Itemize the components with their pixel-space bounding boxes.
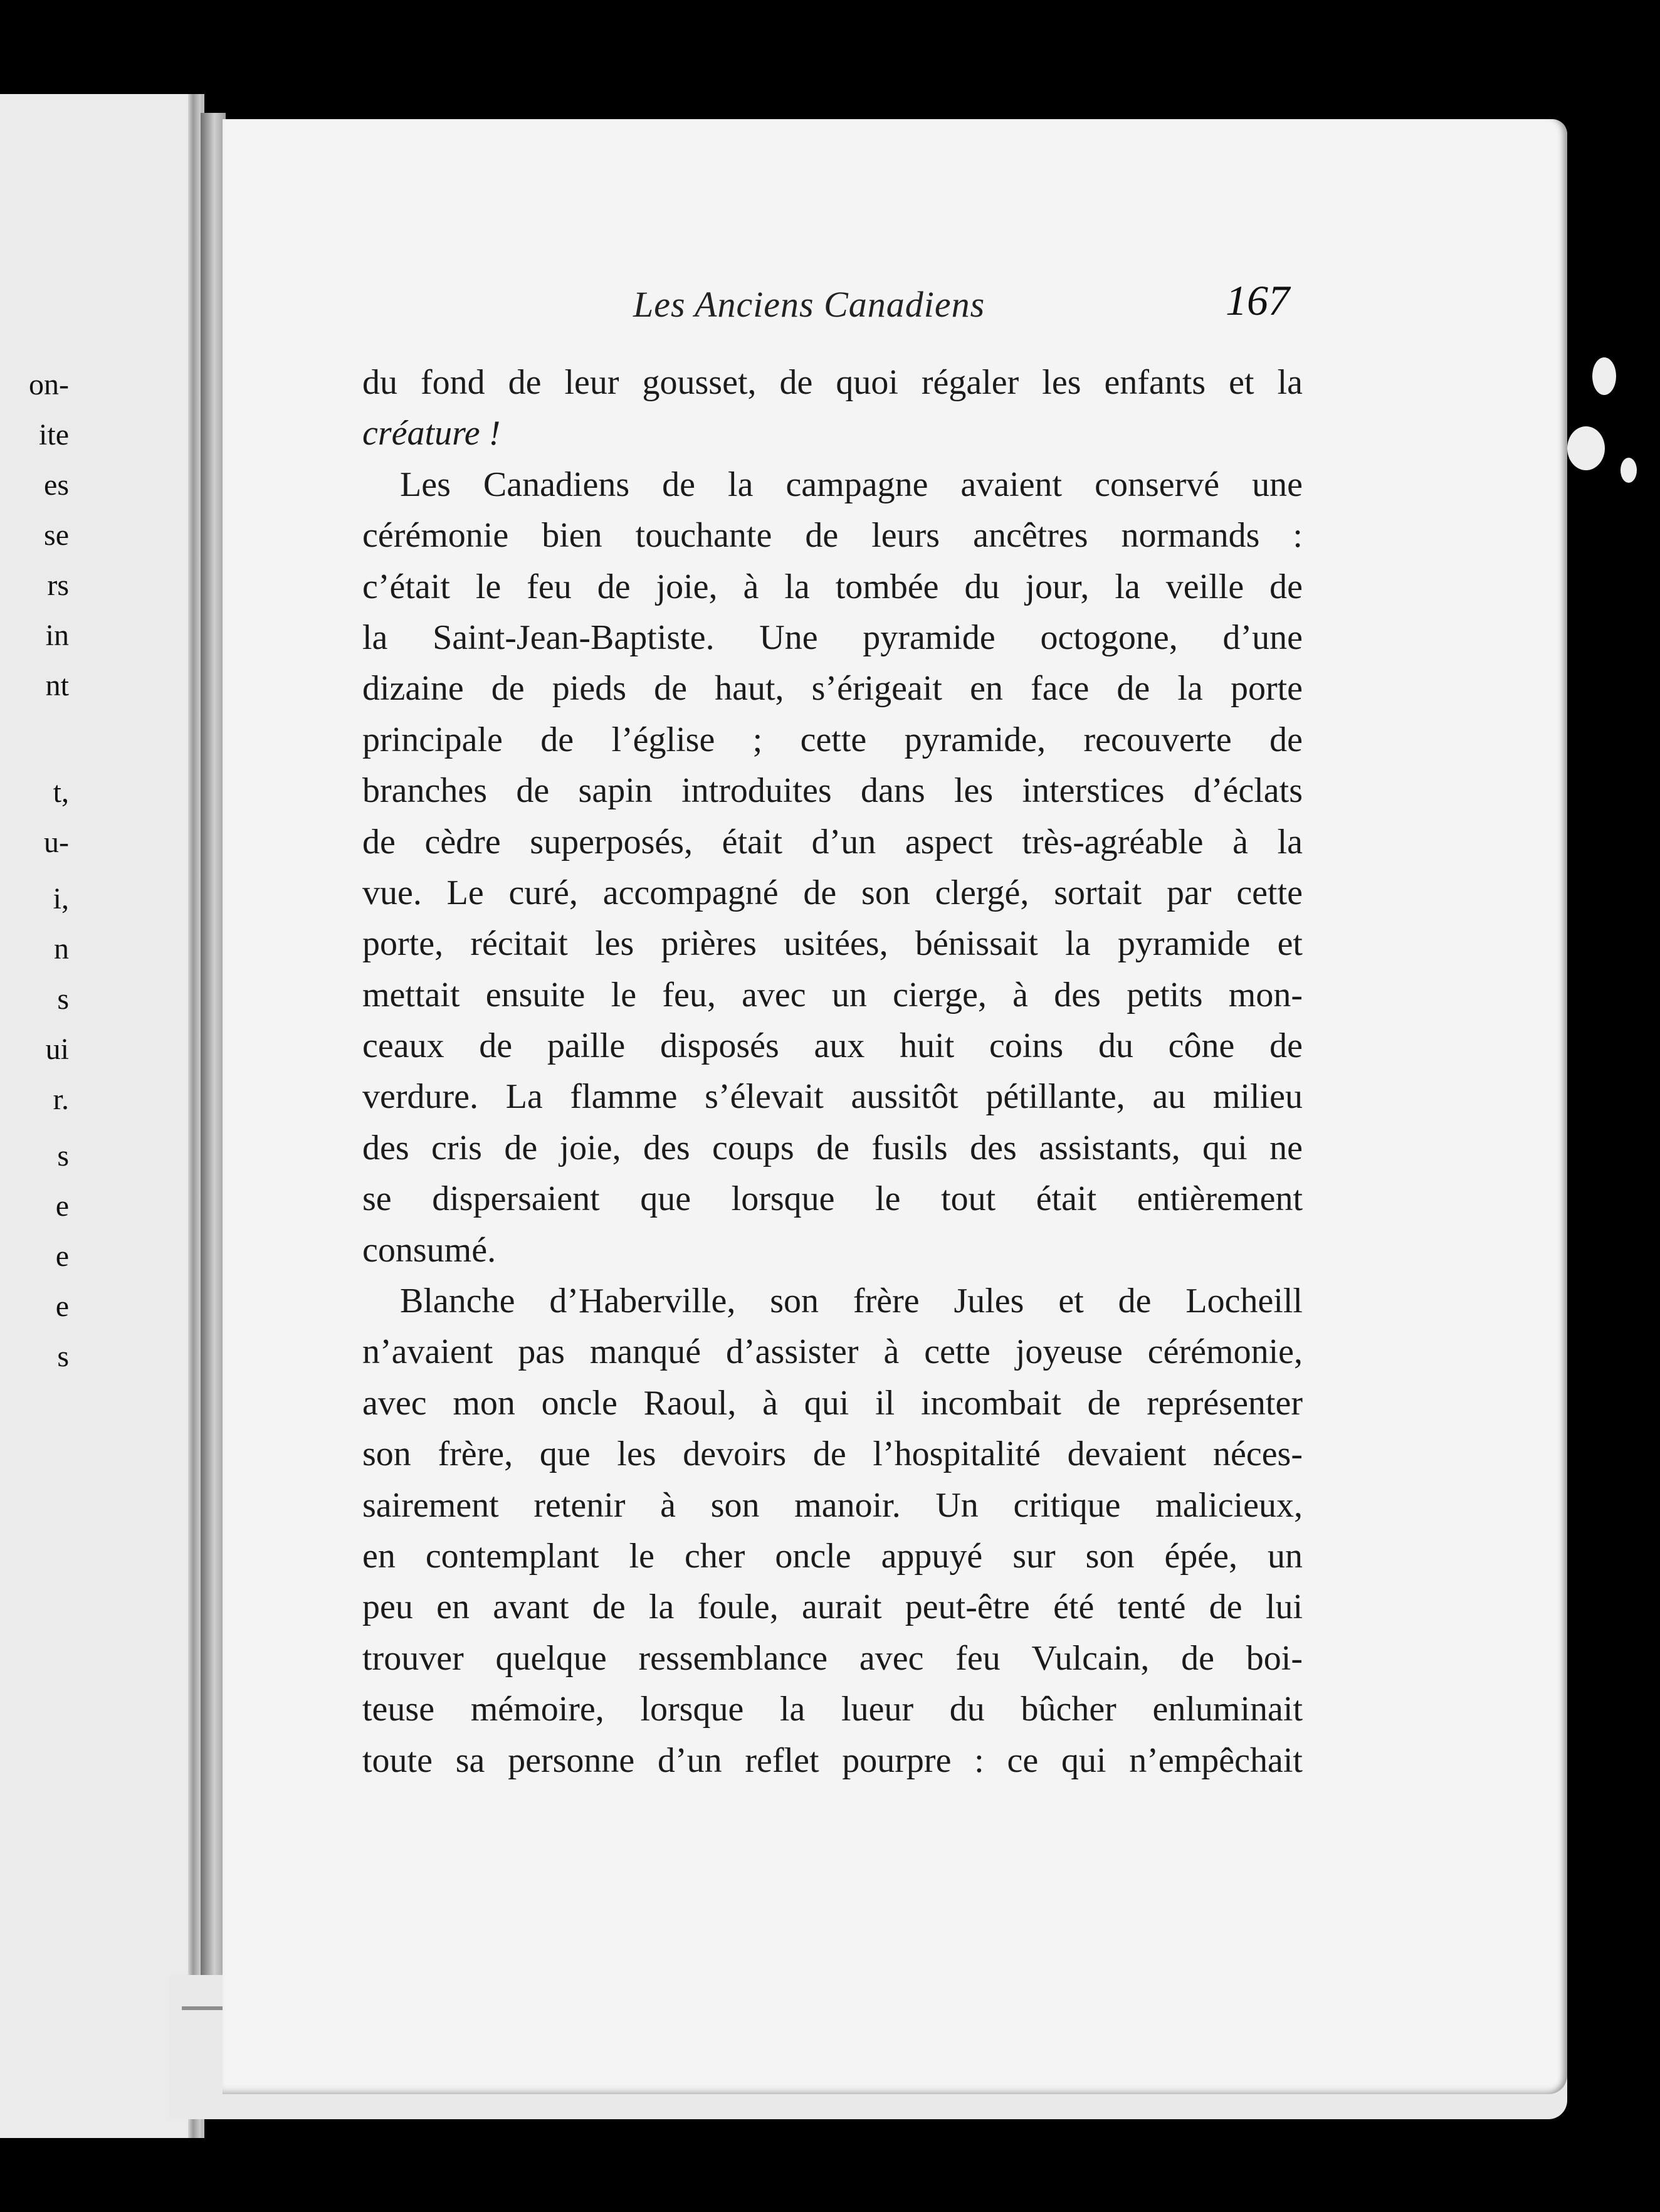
text-line: de cèdre superposés, était d’un aspect très-agréable à la	[362, 822, 1303, 861]
previous-page-line-fragment: nt	[45, 669, 69, 702]
text-line: avec mon oncle Raoul, à qui il incombait de représenter	[362, 1383, 1303, 1423]
text-line: son frère, que les devoirs de l’hospitalité devaient néces-	[362, 1435, 1303, 1474]
page-edge	[188, 94, 201, 2138]
text-line: des cris de joie, des coups de fusils des assistants, qui ne	[362, 1128, 1303, 1167]
previous-page-line-fragment: e	[55, 1189, 69, 1223]
previous-page-line-fragment: n	[54, 932, 69, 966]
previous-page-fragment	[0, 94, 204, 2138]
text-line: en contemplant le cher oncle appuyé sur son épée, un	[362, 1536, 1303, 1576]
previous-page-line-fragment: t,	[53, 776, 69, 809]
text-line: vue. Le curé, accompagné de son clergé, sortait par cette	[362, 873, 1303, 912]
text-line: porte, récitait les prières usitées, bénissait la pyramide et	[362, 924, 1303, 964]
text-line: dizaine de pieds de haut, s’érigeait en face de la porte	[362, 669, 1303, 708]
scan-speck	[1592, 357, 1616, 395]
previous-page-line-fragment: r.	[53, 1083, 69, 1116]
text-line: du fond de leur gousset, de quoi régaler les enfants et la	[362, 363, 1303, 402]
text-line: c’était le feu de joie, à la tombée du jour, la veille de	[362, 567, 1303, 606]
book-gutter	[201, 113, 226, 2094]
previous-page-line-fragment: ite	[39, 418, 69, 451]
text-line: créature !	[362, 414, 501, 453]
text-line: teuse mémoire, lorsque la lueur du bûcher enluminait	[362, 1690, 1303, 1729]
scan-speck	[1567, 426, 1605, 470]
text-line: cérémonie bien touchante de leurs ancêtres normands :	[362, 516, 1303, 556]
text-line: se dispersaient que lorsque le tout était entièrement	[362, 1179, 1303, 1219]
page-body-text	[362, 357, 1303, 1786]
text-line: la Saint-Jean-Baptiste. Une pyramide octogone, d’une	[362, 618, 1303, 657]
text-line: branches de sapin introduites dans les interstices d’éclats	[362, 771, 1303, 811]
text-line: consumé.	[362, 1230, 496, 1270]
text-line: ceaux de paille disposés aux huit coins du cône de	[362, 1026, 1303, 1066]
text-line: n’avaient pas manqué d’assister à cette joyeuse cérémonie,	[362, 1332, 1303, 1372]
previous-page-line-fragment: e	[55, 1240, 69, 1273]
previous-page-line-fragment: rs	[47, 569, 69, 602]
previous-page-line-fragment: in	[45, 619, 69, 652]
previous-page-line-fragment: e	[55, 1290, 69, 1323]
running-head: Les Anciens Canadiens	[633, 284, 985, 325]
scan-speck	[1621, 458, 1637, 483]
text-line: mettait ensuite le feu, avec un cierge, à des petits mon-	[362, 975, 1303, 1014]
page-number: 167	[1226, 276, 1290, 324]
previous-page-line-fragment: ui	[45, 1033, 69, 1066]
text-line: trouver quelque ressemblance avec feu Vulcain, de boi-	[362, 1638, 1303, 1678]
previous-page-line-fragment: i,	[53, 882, 69, 915]
text-line: Blanche d’Haberville, son frère Jules et de Locheill	[400, 1282, 1303, 1321]
text-line: principale de l’église ; cette pyramide, recouverte de	[362, 720, 1303, 759]
text-line: toute sa personne d’un reflet pourpre : ce qui n’empêchait	[362, 1741, 1303, 1780]
previous-page-line-fragment: se	[44, 519, 69, 552]
text-line: Les Canadiens de la campagne avaient conservé une	[400, 465, 1303, 504]
text-line: sairement retenir à son manoir. Un critique malicieux,	[362, 1485, 1303, 1525]
text-line: verdure. La flamme s’élevait aussitôt pétillante, au milieu	[362, 1077, 1303, 1117]
previous-page-line-fragment: on-	[29, 368, 69, 401]
previous-page-line-fragment: s	[57, 1139, 69, 1172]
previous-page-line-fragment: es	[44, 468, 69, 502]
previous-page-line-fragment: s	[57, 1340, 69, 1373]
previous-page-line-fragment: u-	[44, 826, 69, 859]
previous-page-line-fragment: s	[57, 982, 69, 1016]
text-line: peu en avant de la foule, aurait peut-être été tenté de lui	[362, 1588, 1303, 1627]
